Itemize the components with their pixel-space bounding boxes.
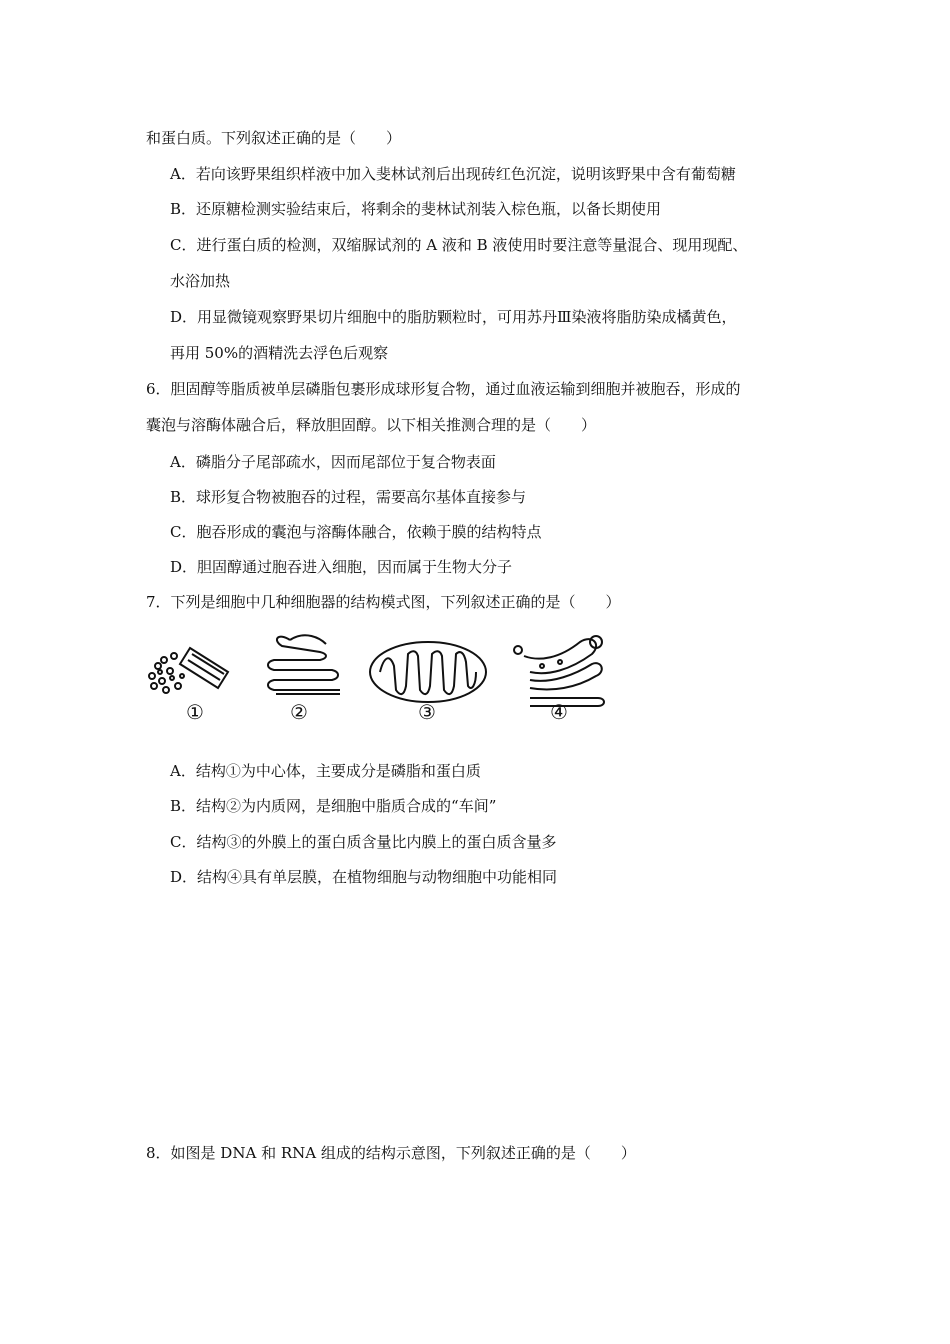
figure-label-2: ② [290, 700, 308, 724]
q6-option-d: D．胆固醇通过胞吞进入细胞，因而属于生物大分子 [170, 558, 513, 576]
q6-option-c: C．胞吞形成的囊泡与溶酶体融合，依赖于膜的结构特点 [170, 523, 542, 541]
q7-option-a: A．结构①为中心体，主要成分是磷脂和蛋白质 [170, 762, 481, 780]
q7-option-d: D．结构④具有单层膜，在植物细胞与动物细胞中功能相同 [170, 868, 558, 886]
q5-option-d-cont: 再用 50%的酒精洗去浮色后观察 [170, 344, 389, 362]
q5-option-a: A．若向该野果组织样液中加入斐林试剂后出现砖红色沉淀，说明该野果中含有葡萄糖 [170, 165, 736, 183]
organelle-1-drawing [149, 648, 228, 693]
q7-option-b: B．结构②为内质网，是细胞中脂质合成的“车间” [170, 797, 497, 815]
q6-option-a: A．磷脂分子尾部疏水，因而尾部位于复合物表面 [170, 453, 496, 471]
organelle-4-drawing [514, 636, 604, 706]
q6-option-b: B．球形复合物被胞吞的过程，需要高尔基体直接参与 [170, 488, 527, 506]
question-6-stem: 6．胆固醇等脂质被单层磷脂包裹形成球形复合物，通过血液运输到细胞并被胞吞，形成的 [146, 380, 741, 398]
q5-option-c-cont: 水浴加热 [170, 272, 231, 290]
organelle-2-drawing [268, 635, 340, 694]
q5-option-d: D．用显微镜观察野果切片细胞中的脂肪颗粒时，可用苏丹Ⅲ染液将脂肪染成橘黄色， [170, 308, 737, 326]
organelle-figure [140, 626, 620, 730]
q5-option-c: C．进行蛋白质的检测，双缩脲试剂的 A 液和 B 液使用时要注意等量混合、现用现配、 [170, 236, 748, 254]
organelle-3-drawing [370, 642, 486, 702]
question-8-stem: 8．如图是 DNA 和 RNA 组成的结构示意图，下列叙述正确的是（ ） [146, 1144, 636, 1162]
question-5-stem-end: 和蛋白质。下列叙述正确的是（ ） [146, 129, 402, 147]
question-7-stem: 7．下列是细胞中几种细胞器的结构模式图，下列叙述正确的是（ ） [146, 593, 621, 611]
question-6-stem-cont: 囊泡与溶酶体融合后，释放胆固醇。以下相关推测合理的是（ ） [146, 416, 597, 434]
figure-label-4: ④ [550, 700, 568, 724]
figure-label-3: ③ [418, 700, 436, 724]
q7-option-c: C．结构③的外膜上的蛋白质含量比内膜上的蛋白质含量多 [170, 833, 557, 851]
q5-option-b: B．还原糖检测实验结束后，将剩余的斐林试剂装入棕色瓶，以备长期使用 [170, 200, 662, 218]
figure-label-1: ① [186, 700, 204, 724]
